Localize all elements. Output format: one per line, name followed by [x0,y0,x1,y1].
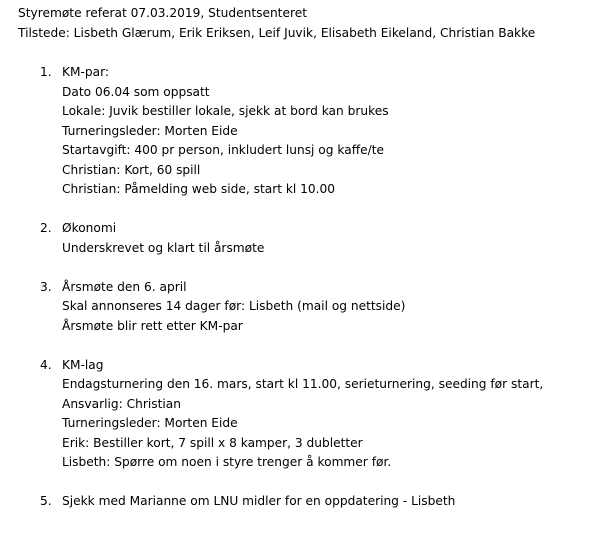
agenda-item [18,356,593,473]
agenda-item-number: 1. [40,65,52,79]
agenda-item-number: 4. [40,357,52,372]
agenda-item-line: Skal annonseres 14 dager før: Lisbeth (mail og nettside) [62,299,406,313]
agenda-item-line: Turneringsleder: Morten Eide [62,416,238,430]
agenda-item-line: Christian: Påmelding web side, start kl 10.00 [62,182,336,196]
agenda-list [18,63,593,512]
document [18,4,593,531]
agenda-item-line: Turneringsleder: Morten Eide [62,123,238,138]
agenda-item-body [62,278,593,337]
agenda-item-number: 3. [40,279,52,294]
agenda-item-number: 2. [40,221,52,235]
agenda-item-line: Årsmøte blir rett etter KM-par [62,318,243,333]
agenda-item-line: Startavgift: 400 pr person, inkludert lunsj og kaffe/te [62,143,384,157]
agenda-item-title: KM-lag [62,357,104,372]
document-title: Styremøte referat 07.03.2019, Studentsenteret [18,6,307,20]
agenda-item-body [62,492,593,512]
agenda-item-body [62,63,593,200]
attendees-line: Tilstede: Lisbeth Glærum, Erik Eriksen, Leif Juvik, Elisabeth Eikeland, Christian Bakke [18,25,536,40]
agenda-item-title: Sjekk med Marianne om LNU midler for en oppdatering - Lisbeth [62,494,456,508]
agenda-item-line: Lokale: Juvik bestiller lokale, sjekk at bord kan brukes [62,104,389,118]
agenda-item [18,219,593,258]
agenda-item-title: KM-par: [62,65,110,79]
agenda-item-number: 5. [40,494,52,508]
agenda-item-title: Årsmøte den 6. april [62,279,187,294]
agenda-item-line: Erik: Bestiller kort, 7 spill x 8 kamper, 3 dubletter [62,435,363,450]
agenda-item [18,492,593,512]
agenda-item-line: Lisbeth: Spørre om noen i styre trenger å kommer før. [62,455,392,469]
agenda-item-line: Endagsturnering den 16. mars, start kl 11.00, serieturnering, seeding før start, Ansvarlig: Christian [62,377,544,411]
agenda-item-line: Christian: Kort, 60 spill [62,162,201,177]
agenda-item [18,63,593,200]
agenda-item-line: Dato 06.04 som oppsatt [62,84,210,99]
agenda-item-title: Økonomi [62,221,117,235]
agenda-item-body [62,356,593,473]
agenda-item-body [62,219,593,258]
agenda-item-line: Underskrevet og klart til årsmøte [62,240,265,255]
agenda-item [18,278,593,337]
